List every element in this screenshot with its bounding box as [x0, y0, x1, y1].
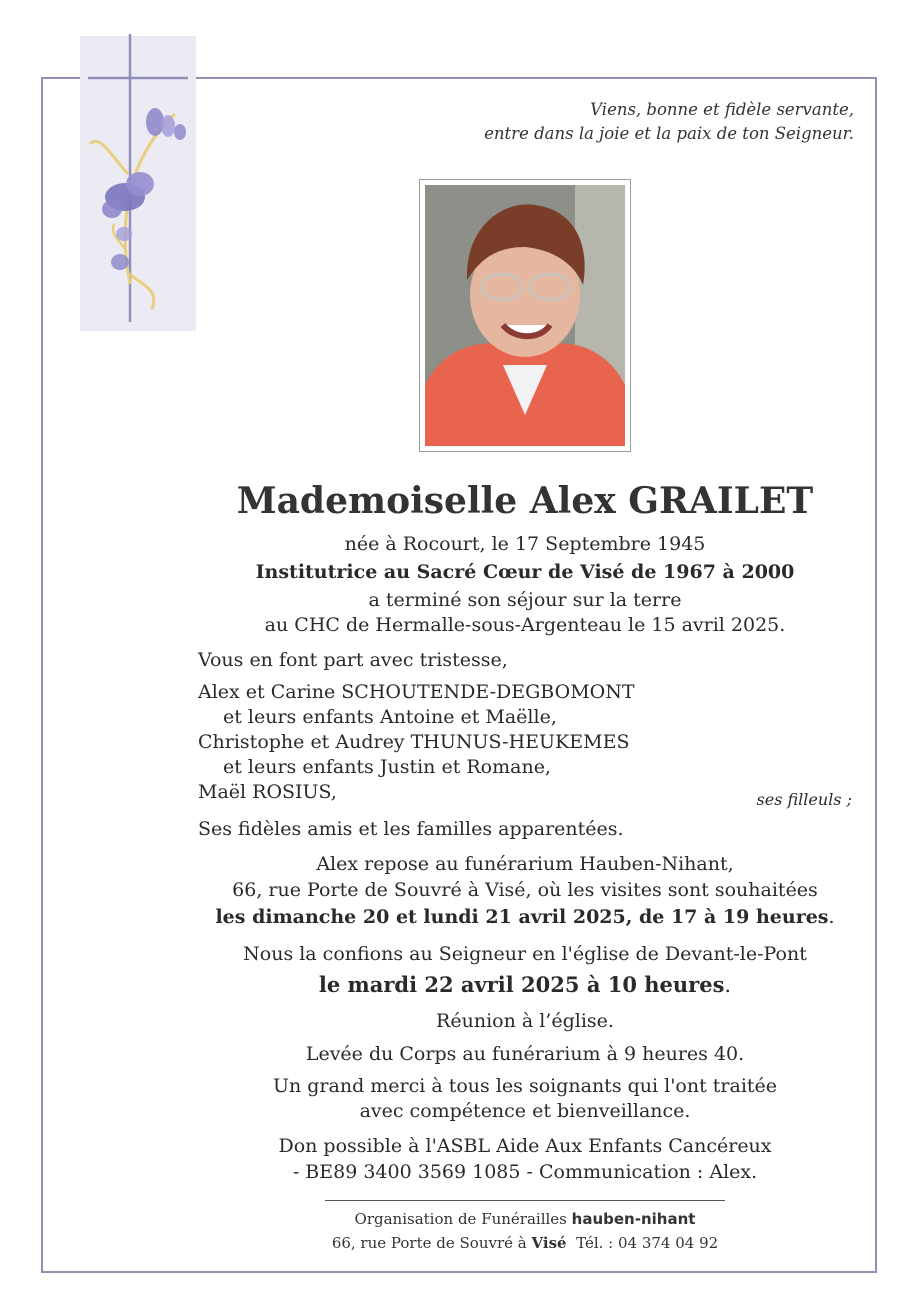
visitation-dates [200, 903, 850, 931]
visitation-dates-bold: les dimanche 20 et lundi 21 avril 2025, de 17 à 19 heures [215, 906, 829, 928]
family-friends: Ses fidèles amis et les familles apparentées. [198, 818, 624, 840]
cross-flower-icon [80, 34, 200, 334]
footer-address-prefix: 66, rue Porte de Souvré à [331, 1234, 527, 1252]
family-member: et leurs enfants Antoine et Maëlle, [223, 706, 557, 728]
family-member: Maël ROSIUS, [198, 781, 337, 803]
family-role-note: ses filleuls ; [756, 790, 852, 809]
ceremony-levee: Levée du Corps au funérarium à 9 heures 40. [305, 1043, 745, 1065]
portrait-photo [419, 179, 631, 452]
ceremony-date-end: . [724, 973, 732, 997]
deceased-born: née à Rocourt, le 17 Septembre 1945 [344, 533, 706, 555]
portrait-photo-icon [425, 185, 625, 446]
deceased-name: Mademoiselle Alex GRAILET [236, 480, 814, 522]
quote-line-2: entre dans la joie et la paix de ton Seigneur. [484, 124, 854, 143]
thanks-line-1: Un grand merci à tous les soignants qui l'ont traitée [272, 1075, 778, 1097]
family-member: et leurs enfants Justin et Romane, [223, 756, 551, 778]
deceased-ended-line-2: au CHC de Hermalle-sous-Argenteau le 15 avril 2025. [264, 614, 786, 636]
footer-brand: hauben-nihant [571, 1210, 696, 1228]
ceremony-line-1: Nous la confions au Seigneur en l'église de Devant-le-Pont [243, 943, 807, 965]
ceremony-date [200, 971, 850, 999]
footer-city: Visé [531, 1234, 567, 1252]
family-member: Christophe et Audrey THUNUS-HEUKEMES [198, 731, 630, 753]
ceremony-date-bold: le mardi 22 avril 2025 à 10 heures [318, 972, 725, 997]
deceased-ended-line-1: a terminé son séjour sur la terre [368, 589, 682, 611]
footer-address [225, 1234, 825, 1252]
footer-organisation [225, 1210, 825, 1228]
footer-phone: Tél. : 04 374 04 92 [576, 1234, 719, 1252]
visitation-line-2: 66, rue Porte de Souvré à Visé, où les visites sont souhaitées [232, 879, 818, 901]
footer-org-prefix: Organisation de Funérailles [354, 1210, 567, 1228]
footer-divider [325, 1200, 725, 1201]
visitation-dates-end: . [828, 906, 835, 928]
deceased-profession: Institutrice au Sacré Cœur de Visé de 1967 à 2000 [255, 561, 795, 583]
family-intro: Vous en font part avec tristesse, [198, 649, 508, 671]
donation-line-2: - BE89 3400 3569 1085 - Communication : Alex. [292, 1161, 758, 1183]
quote-line-1: Viens, bonne et fidèle servante, [590, 100, 854, 119]
ceremony-reunion: Réunion à l’église. [436, 1010, 614, 1032]
epigraph-quote [484, 98, 854, 146]
thanks-line-2: avec compétence et bienveillance. [359, 1100, 691, 1122]
family-member: Alex et Carine SCHOUTENDE-DEGBOMONT [198, 681, 635, 703]
donation-line-1: Don possible à l'ASBL Aide Aux Enfants Cancéreux [278, 1135, 772, 1157]
visitation-line-1: Alex repose au funérarium Hauben-Nihant, [316, 853, 734, 875]
